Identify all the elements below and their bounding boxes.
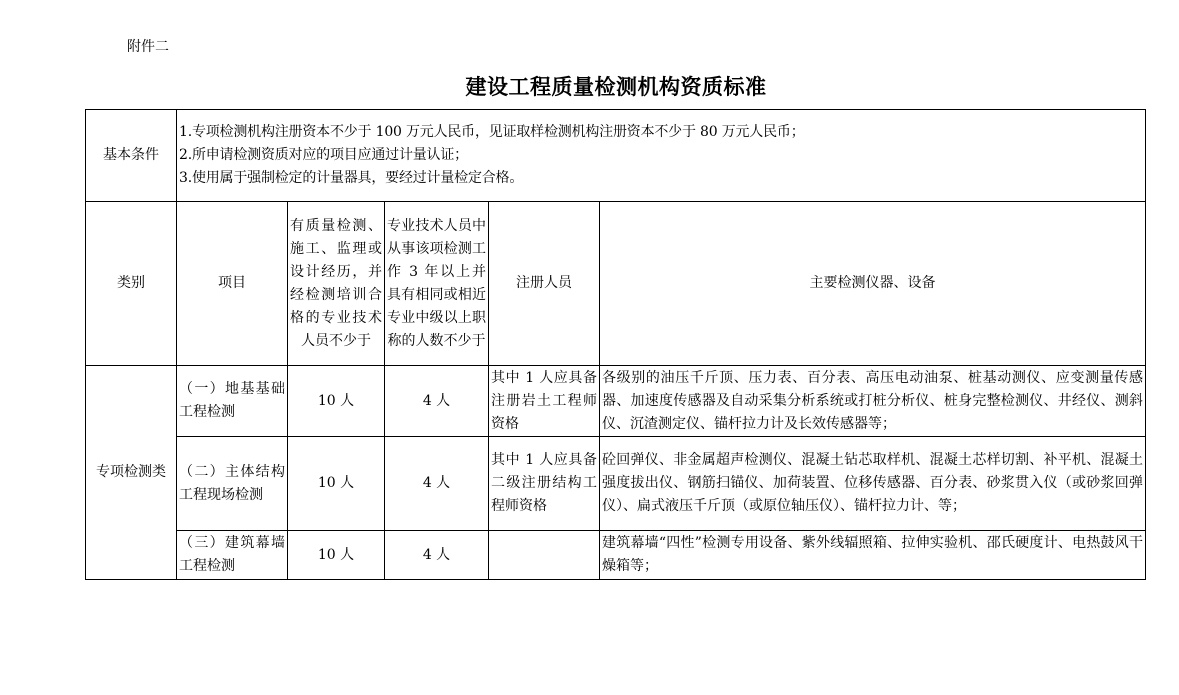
row-staff: 10 人 bbox=[288, 531, 385, 580]
row-registered bbox=[489, 531, 600, 580]
basic-condition-2: 2.所申请检测资质对应的项目应通过计量认证； bbox=[179, 147, 468, 163]
row-item: （二）主体结构工程现场检测 bbox=[177, 437, 288, 531]
special-category-label: 专项检测类 bbox=[86, 366, 177, 580]
header-item: 项目 bbox=[177, 202, 288, 366]
row-registered: 其中 1 人应具备二级注册结构工程师资格 bbox=[489, 437, 600, 531]
row-staff: 10 人 bbox=[288, 366, 385, 437]
row-equipment: 各级别的油压千斤顶、压力表、百分表、高压电动油泵、桩基动测仪、应变测量传感器、加速度传感器及自动采集分析系统或打桩分析仪、桩身完整检测仪、井经仪、测斜仪、沉渣测定仪、锚杆拉力计及长效传感器等； bbox=[600, 366, 1146, 437]
basic-condition-1: 1.专项检测机构注册资本不少于 100 万元人民币，见证取样检测机构注册资本不少于 80 万元人民币； bbox=[179, 124, 805, 140]
row-equipment: 建筑幕墙“四性”检测专用设备、紫外线辐照箱、拉伸实验机、邵氏硬度计、电热鼓风干燥箱等； bbox=[600, 531, 1146, 580]
basic-conditions-row bbox=[86, 110, 1146, 202]
table-row bbox=[86, 531, 1146, 580]
basic-conditions-label: 基本条件 bbox=[86, 110, 177, 202]
table-row bbox=[86, 437, 1146, 531]
header-staff-with-experience bbox=[288, 202, 385, 366]
row-item: （三）建筑幕墙工程检测 bbox=[177, 531, 288, 580]
header-row bbox=[86, 202, 1146, 366]
header-equipment: 主要检测仪器、设备 bbox=[600, 202, 1146, 366]
annex-label: 附件二 bbox=[127, 39, 169, 55]
header-registered-personnel: 注册人员 bbox=[489, 202, 600, 366]
row-staff: 10 人 bbox=[288, 437, 385, 531]
header-staff-with-experience-text: 有质量检测、施工、监理或设计经历，并经检测培训合格的专业技术人员不少于 bbox=[290, 217, 382, 349]
row-equipment: 砼回弹仪、非金属超声检测仪、混凝土钻芯取样机、混凝土芯样切割、补平机、混凝土强度拔出仪、钢筋扫锚仪、加荷装置、位移传感器、百分表、砂浆贯入仪（或砂浆回弹仪）、扁式液压千斤顶（或原位轴压仪）、锚杆拉力计、等； bbox=[600, 437, 1146, 531]
header-senior-staff-text: 专业技术人员中从事该项检测工作 3 年以上并具有相同或相近专业中级以上职称的人数不少于 bbox=[387, 217, 486, 349]
qualification-standard-table bbox=[85, 109, 1146, 580]
header-category: 类别 bbox=[86, 202, 177, 366]
basic-condition-3: 3.使用属于强制检定的计量器具，要经过计量检定合格。 bbox=[179, 170, 524, 186]
row-item: （一）地基基础工程检测 bbox=[177, 366, 288, 437]
row-senior: 4 人 bbox=[385, 437, 489, 531]
row-senior: 4 人 bbox=[385, 366, 489, 437]
basic-conditions-content bbox=[177, 110, 1146, 202]
row-registered: 其中 1 人应具备注册岩土工程师资格 bbox=[489, 366, 600, 437]
table-row bbox=[86, 366, 1146, 437]
document-title: 建设工程质量检测机构资质标准 bbox=[465, 74, 767, 99]
row-senior: 4 人 bbox=[385, 531, 489, 580]
header-senior-staff bbox=[385, 202, 489, 366]
